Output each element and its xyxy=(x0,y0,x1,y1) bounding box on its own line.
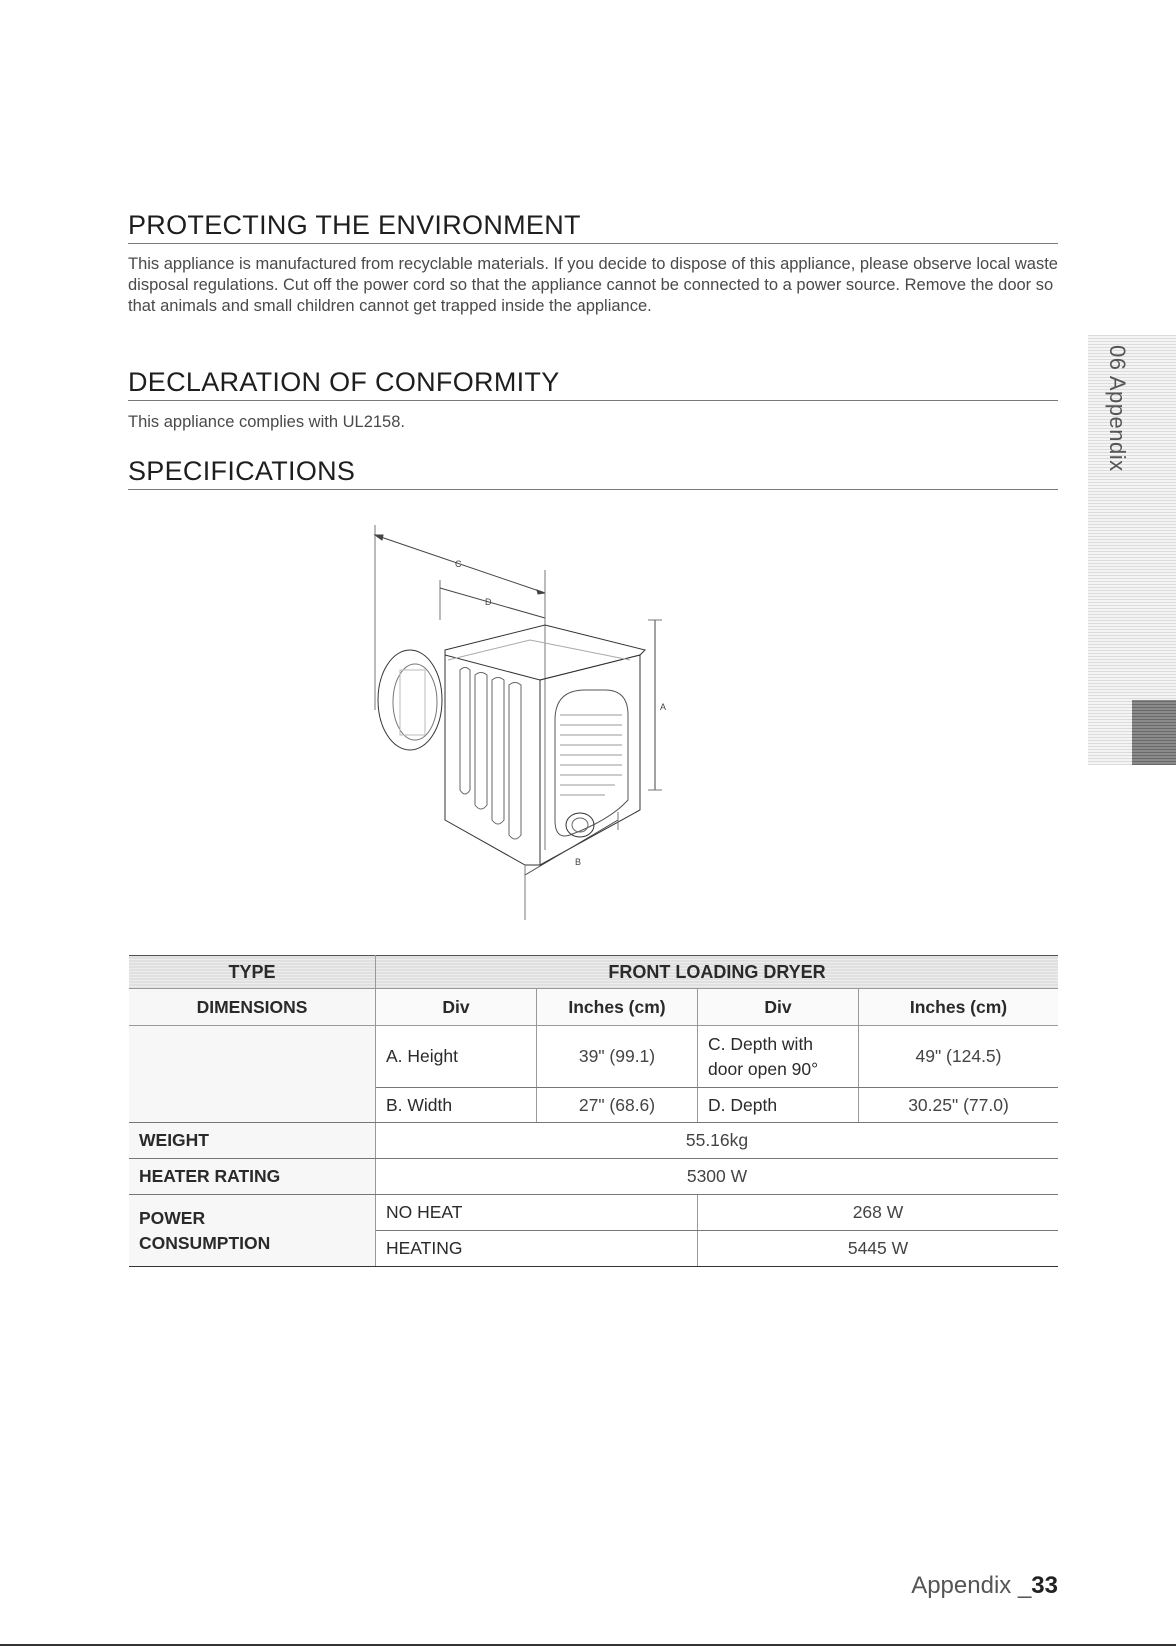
weight-value: 55.16kg xyxy=(376,1123,1059,1159)
dimensions-spacer xyxy=(129,1026,376,1123)
type-label: TYPE xyxy=(129,956,376,989)
dimensions-row-1 xyxy=(129,1026,1058,1088)
depth-value: 30.25" (77.0) xyxy=(859,1088,1059,1123)
width-label: B. Width xyxy=(376,1088,537,1123)
type-value: FRONT LOADING DRYER xyxy=(376,956,1059,989)
height-value: 39" (99.1) xyxy=(537,1026,698,1088)
width-value: 27" (68.6) xyxy=(537,1088,698,1123)
power-label xyxy=(129,1195,376,1267)
dimensions-label: DIMENSIONS xyxy=(129,989,376,1026)
dim-header-inches-1: Inches (cm) xyxy=(537,989,698,1026)
page-footer xyxy=(911,1572,1058,1600)
heating-value: 5445 W xyxy=(698,1231,1059,1267)
side-tab-marker xyxy=(1132,700,1176,765)
conformity-text: This appliance complies with UL2158. xyxy=(128,413,405,431)
heating-label: HEATING xyxy=(376,1231,698,1267)
power-label-line-2: CONSUMPTION xyxy=(139,1232,271,1253)
depth-open-label-line-1: C. Depth with xyxy=(708,1033,814,1054)
dim-header-div-1: Div xyxy=(376,989,537,1026)
dimensions-header-row xyxy=(129,989,1058,1026)
heater-value: 5300 W xyxy=(376,1159,1059,1195)
dryer-dimension-diagram xyxy=(370,520,710,940)
env-title: PROTECTING THE ENVIRONMENT xyxy=(128,210,1058,244)
heater-row xyxy=(129,1159,1058,1195)
no-heat-value: 268 W xyxy=(698,1195,1059,1231)
no-heat-row xyxy=(129,1195,1058,1231)
specifications-title: SPECIFICATIONS xyxy=(128,456,1058,490)
env-text: This appliance is manufactured from recyclable materials. If you decide to dispose of this appliance, please observe local waste disposal regulations. Cut off the power cord so that the appliance cannot be connected to a power source. Remove the door so that animals and small children cannot get trapped inside the appliance. xyxy=(128,255,1058,315)
specifications-table xyxy=(129,955,1058,1267)
conformity-title: DECLARATION OF CONFORMITY xyxy=(128,367,1058,401)
side-tab-label: 06 Appendix xyxy=(1105,345,1130,472)
depth-open-label-line-2: door open 90° xyxy=(708,1058,819,1079)
no-heat-label: NO HEAT xyxy=(376,1195,698,1231)
weight-label: WEIGHT xyxy=(129,1123,376,1159)
heater-label: HEATER RATING xyxy=(129,1159,376,1195)
footer-text: Appendix _ xyxy=(911,1572,1032,1599)
label-c: C xyxy=(455,559,462,569)
page-number: 33 xyxy=(1031,1572,1058,1599)
label-a: A xyxy=(660,702,667,712)
dim-header-div-2: Div xyxy=(698,989,859,1026)
dryer-illustration xyxy=(370,520,710,940)
label-d: D xyxy=(485,597,492,607)
depth-open-label xyxy=(698,1026,859,1088)
dim-header-inches-2: Inches (cm) xyxy=(859,989,1059,1026)
power-label-line-1: POWER xyxy=(139,1207,206,1228)
depth-open-value: 49" (124.5) xyxy=(859,1026,1059,1088)
height-label: A. Height xyxy=(376,1026,537,1088)
weight-row xyxy=(129,1123,1058,1159)
depth-label: D. Depth xyxy=(698,1088,859,1123)
type-row xyxy=(129,956,1058,989)
bottom-rule xyxy=(0,1644,1176,1646)
label-b: B xyxy=(575,857,582,867)
